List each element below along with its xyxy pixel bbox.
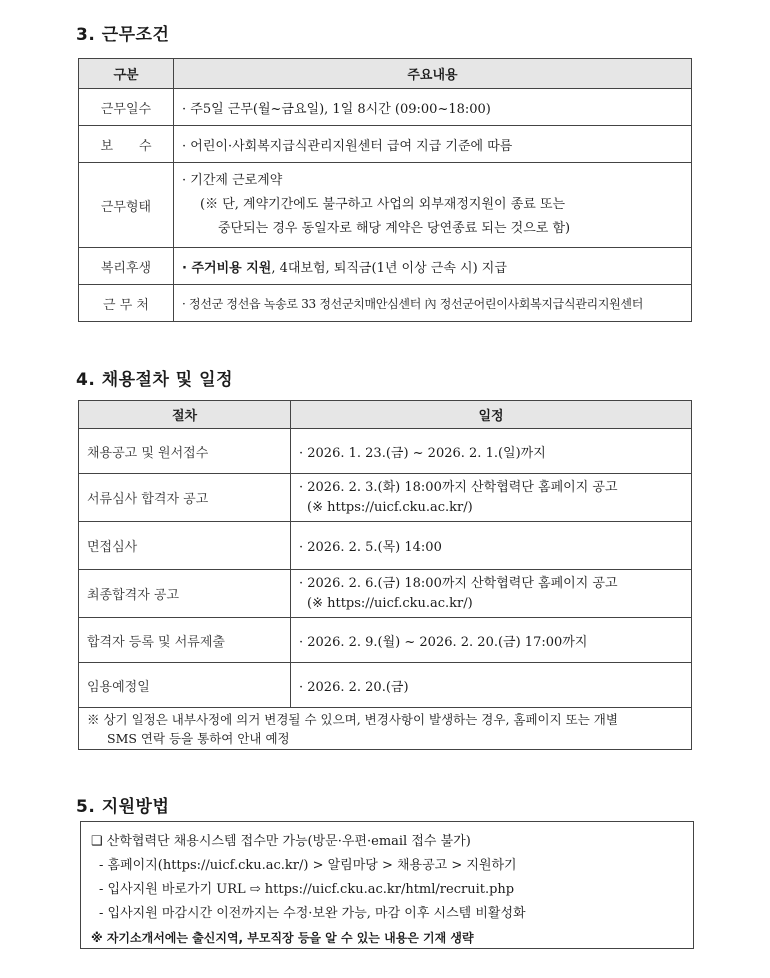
column-header-category: 구분 [79,59,174,89]
table-row [79,570,692,618]
step-label: 서류심사 합격자 공고 [79,474,291,522]
row-label: 근무일수 [79,89,174,126]
work-conditions-table [78,58,692,322]
step-schedule: · 2026. 2. 5.(목) 14:00 [291,522,692,570]
step-label: 채용공고 및 원서접수 [79,429,291,474]
table-row [79,663,692,708]
step-label: 임용예정일 [79,663,291,708]
section5-heading: 5. 지원방법 [76,797,170,817]
application-step: - 홈페이지(https://uicf.cku.ac.kr/) > 알림마당 > 채용공고 > 지원하기 [99,858,517,873]
step-label: 최종합격자 공고 [79,570,291,618]
step-label: 합격자 등록 및 서류제출 [79,618,291,663]
row-label: 보 수 [79,126,174,163]
table-row [79,89,692,126]
table-header-row [79,401,692,429]
table-header-row [79,59,692,89]
application-method-box [80,821,694,949]
step-schedule: · 2026. 2. 6.(금) 18:00까지 산학협력단 홈페이지 공고 (※ https://uicf.cku.ac.kr/) [291,570,692,618]
step-schedule: · 2026. 2. 20.(금) [291,663,692,708]
table-row [79,522,692,570]
self-introduction-note: ※ 자기소개서에는 출신지역, 부모직장 등을 알 수 있는 내용은 기재 생략 [91,931,474,945]
column-header-content: 주요내용 [174,59,692,89]
step-schedule: · 2026. 1. 23.(금) ~ 2026. 2. 1.(일)까지 [291,429,692,474]
schedule-note-row [79,708,692,750]
table-row [79,248,692,285]
table-row [79,126,692,163]
row-label: 복리후생 [79,248,174,285]
step-schedule: · 2026. 2. 9.(월) ~ 2026. 2. 20.(금) 17:00까지 [291,618,692,663]
row-content: · 기간제 근로계약 (※ 단, 계약기간에도 불구하고 사업의 외부재정지원이 종료 또는 중단되는 경우 동일자로 해당 계약은 당연종료 되는 것으로 함) [174,163,692,248]
row-label: 근무형태 [79,163,174,248]
step-schedule: · 2026. 2. 3.(화) 18:00까지 산학협력단 홈페이지 공고 (※ https://uicf.cku.ac.kr/) [291,474,692,522]
column-header-schedule: 일정 [291,401,692,429]
welfare-highlight: · 주거비용 지원 [182,260,272,276]
table-row [79,618,692,663]
row-content: · 어린이·사회복지급식관리지원센터 급여 지급 기준에 따름 [174,126,692,163]
homepage-link: (※ https://uicf.cku.ac.kr/) [307,499,473,515]
application-method-main: ❑ 산학협력단 채용시스템 접수만 가능(방문·우편·email 접수 불가) [91,834,471,849]
section4-heading: 4. 채용절차 및 일정 [76,370,233,390]
section3-heading: 3. 근무조건 [76,25,170,45]
application-url: - 입사지원 바로가기 URL ⇨ https://uicf.cku.ac.kr/html/recruit.php [99,882,515,897]
row-content: · 정선군 정선읍 녹송로 33 정선군치매안심센터 內 정선군어린이사회복지급식관리지원센터 [174,285,692,322]
table-row [79,474,692,522]
homepage-link: (※ https://uicf.cku.ac.kr/) [307,595,473,611]
table-row [79,163,692,248]
table-row [79,285,692,322]
table-row [79,429,692,474]
step-label: 면접심사 [79,522,291,570]
schedule-note: ※ 상기 일정은 내부사정에 의거 변경될 수 있으며, 변경사항이 발생하는 경우, 홈페이지 또는 개별 SMS 연락 등을 통하여 안내 예정 [79,708,692,750]
row-content: · 주5일 근무(월~금요일), 1일 8시간 (09:00~18:00) [174,89,692,126]
schedule-table [78,400,692,750]
row-content: · 주거비용 지원, 4대보험, 퇴직금(1년 이상 근속 시) 지급 [174,248,692,285]
row-label: 근 무 처 [79,285,174,322]
column-header-step: 절차 [79,401,291,429]
application-deadline-note: - 입사지원 마감시간 이전까지는 수정·보완 가능, 마감 이후 시스템 비활성화 [99,906,526,921]
